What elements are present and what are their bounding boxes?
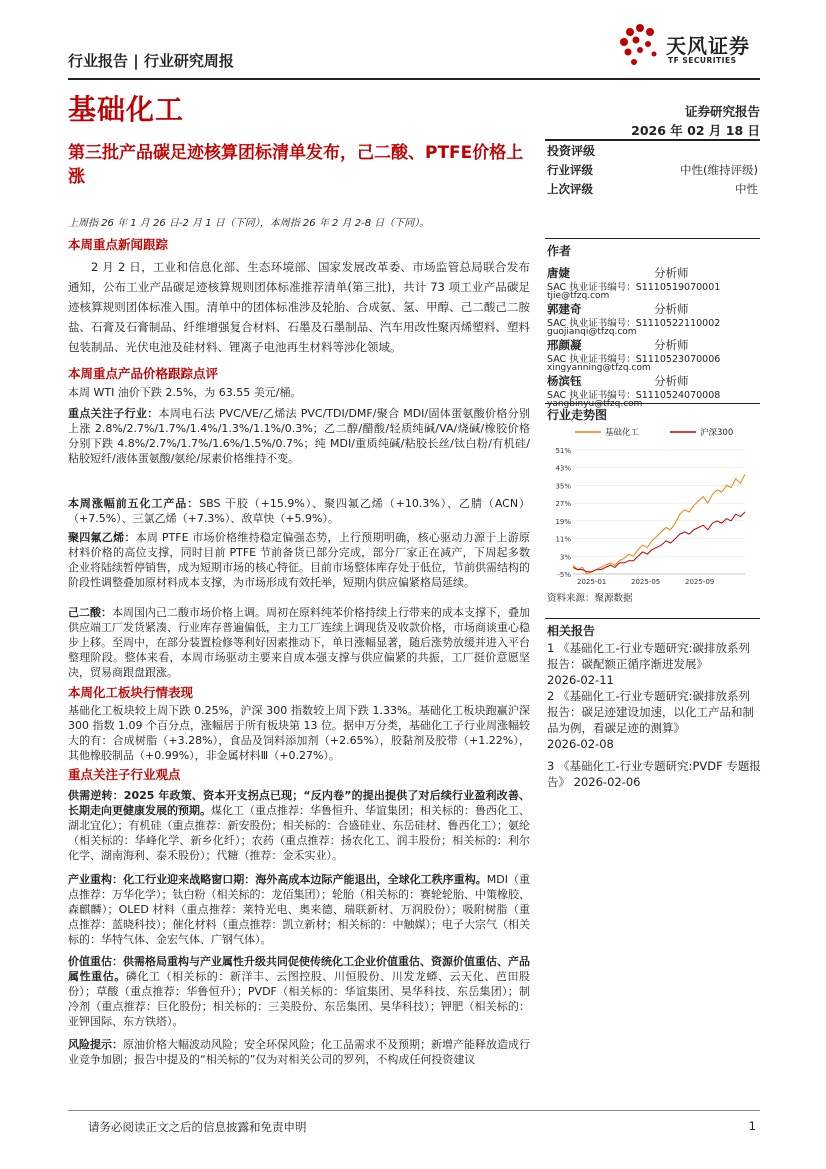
y-tick-label: 43%: [555, 464, 571, 473]
trend-chart: [545, 424, 760, 589]
rating-industry-value: 中性(维持评级): [680, 163, 758, 177]
view-supply-paragraph: [68, 788, 530, 863]
y-tick-label: -5%: [557, 571, 571, 579]
y-tick-label: 27%: [555, 500, 571, 509]
top5-label: 本周涨幅前五化工产品：: [68, 497, 200, 510]
y-tick-label: 3%: [559, 553, 571, 562]
rating-title: 投资评级: [547, 144, 596, 158]
author-cert: SAC 执业证书编号：S1110523070006: [547, 354, 721, 365]
related-report-date: 2026-02-08: [547, 737, 614, 751]
logo-text-cn: 天风证券: [666, 34, 750, 58]
related-title: 相关报告: [547, 624, 596, 638]
related-report-1[interactable]: [547, 640, 761, 688]
top5-text: SBS 干胶（+15.9%）、聚四氟乙烯（+10.3%）、乙腈（ACN）（+7.5%）、三氯乙烯（+7.3%）、敌草快（+5.9%）。: [68, 497, 530, 525]
industry-title: 基础化工: [68, 93, 185, 126]
author-cert: SAC 执业证书编号：S1110522110002: [547, 318, 721, 329]
author-role: 分析师: [654, 302, 689, 316]
author-role: 分析师: [654, 266, 689, 280]
ptfe-label: 聚四氟乙烯：: [68, 531, 136, 544]
footer-divider: [68, 1110, 760, 1111]
market-paragraph: 基础化工板块较上周下跌 0.25%，沪深 300 指数较上周下跌 1.33%。基础化工板块跑赢沪深 300 指数 1.09 个百分点，涨幅居于所有板块第 13 位。据申万分类，基础化工子行业周涨幅较大的有：合成树脂（+3.28%），食品及饲料添加剂（+2.65%），胶黏剂及胶带（+1.22%），其他橡胶制品（+0.99%），非金属材料Ⅲ（+0.27%）。: [68, 704, 530, 762]
author-name: 郭建奇: [547, 302, 582, 316]
authors-divider: [545, 238, 760, 239]
author-email[interactable]: tjie@tfzq.com: [547, 291, 610, 301]
risk-paragraph: [68, 1037, 530, 1067]
section-prices: 本周重点产品价格跟踪点评: [68, 366, 219, 381]
related-report-text[interactable]: 1 《基础化工-行业专题研究:碳排放系列报告：碳配额正循序渐进发展》: [547, 641, 750, 671]
section-views: 重点关注子行业观点: [68, 767, 181, 782]
rating-prev-value: 中性: [735, 182, 758, 196]
view-restructure-paragraph: [68, 872, 530, 947]
author-role: 分析师: [654, 374, 689, 388]
risk-label: 风险提示：: [68, 1038, 123, 1051]
author-name: 杨滨钰: [547, 374, 582, 388]
period-note: 上周指 26 年 1 月 26 日-2 月 1 日（下同），本周指 26 年 2 月 2-8 日（下同）。: [68, 218, 430, 229]
view-supply-label: 供需逆转：2025 年政策、资本开支拐点已现；“反内卷”的提出提供了对后续行业盈利改善、长期走向更健康发展的预期。: [68, 789, 530, 817]
report-date: 2026 年 02 月 18 日: [631, 123, 760, 138]
author-name: 唐婕: [547, 266, 570, 280]
author-email[interactable]: guojianqi@tfzq.com: [547, 327, 637, 337]
sidebar-divider: [545, 139, 760, 141]
author-email[interactable]: yangbinyu@tfzq.com: [547, 399, 643, 409]
rating-industry-label: 行业评级: [547, 163, 593, 177]
wti-paragraph: 本周 WTI 油价下跌 2.5%，为 63.55 美元/桶。: [68, 386, 302, 399]
view-revalue-label: 价值重估：供需格局重构与产业属性升级共同促使传统化工企业价值重估、资源价值重估、产品属性重估。: [68, 955, 530, 983]
report-kind: 证券研究报告: [684, 104, 760, 119]
related-report-3[interactable]: [547, 758, 761, 790]
adipic-label: 己二酸：: [68, 606, 112, 619]
x-tick-label: 2025-01: [577, 578, 607, 586]
y-tick-label: 11%: [555, 535, 571, 544]
focus-text: 本周电石法 PVC/VE/乙烯法 PVC/TDI/DMF/聚合 MDI/固体蛋氨酸价格分别上涨 2.8%/2.7%/1.7%/1.4%/1.3%/1.1%/0.3%；乙二醇/醋酸/轻质纯碱/VA/烧碱/橡胶价格分别下跌 4.8%/2.7%/1.7%/1.6%/1.5%/0.7%；纯 MDI/重质纯碱/粘胶长丝/钛白粉/有机硅/粘胶短纤/液体蛋氨酸/氨纶/尿素价格维持不变。: [68, 407, 530, 465]
x-tick-label: 2025-05: [631, 578, 661, 586]
legend-label: 基础化工: [605, 428, 640, 438]
rating-industry-row: [547, 162, 758, 178]
legend-label: 沪深300: [700, 428, 734, 438]
view-restructure-text: MDI（重点推荐：万华化学）；钛白粉（相关标的：龙佰集团）；轮胎（相关标的：赛轮轮胎、中策橡胶、森麒麟）；OLED 材料（重点推荐：莱特光电、奥来德、瑞联新材、万润股份）；吸附树脂（重点推荐：蓝晓科技）；催化材料（重点推荐：凯立新材；相关标的：中触媒）；电子大宗气（相关标的：华特气体、金宏气体、广钢气体）。: [68, 873, 530, 946]
focus-paragraph: [68, 406, 530, 466]
risk-text: 原油价格大幅波动风险；安全环保风险；化工品需求不及预期；新增产能释放造成行业竞争加剧；报告中提及的“相关标的”仅为对相关公司的罗列，不构成任何投资建议: [68, 1038, 530, 1066]
page-number: 1: [748, 1119, 756, 1133]
news-paragraph: 2 月 2 日，工业和信息化部、生态环境部、国家发展改革委、市场监管总局联合发布通知，公布工业产品碳足迹核算规则团体标准推荐清单(第三批)，共计 73 项工业产品碳足迹核算规则团体标准入围。清单中的团体标准涉及轮胎、合成氨、氢、甲醇、己二酸己二胺盐、石膏及石膏制品、纤维增强复合材料、石墨及石墨制品、汽车用改性聚丙烯塑料、塑料包装制品、光伏电池及硅材料、锂离子电池再生材料等涉化领域。: [68, 260, 530, 354]
view-supply-text: 煤化工（重点推荐：华鲁恒升、华谊集团；相关标的：鲁西化工、湖北宜化）；有机硅（重点推荐：新安股份；相关标的：合盛硅业、东岳硅材、鲁西化工）；氨纶（相关标的：华峰化学、新乡化纤）；农药（重点推荐：扬农化工、润丰股份；相关标的：利尔化学、湖南海利、泰禾股份）；代糖（推荐：金禾实业）。: [68, 804, 530, 862]
y-tick-label: 51%: [555, 447, 571, 455]
author-role: 分析师: [654, 338, 689, 352]
related-divider: [545, 618, 760, 619]
report-type: 行业报告 | 行业研究周报: [68, 52, 234, 70]
related-report-date: 2026-02-06: [573, 775, 641, 789]
headline: 第三批产品碳足迹核算团标清单发布，己二酸、PTFE价格上涨: [68, 143, 524, 187]
author-cert: SAC 执业证书编号：S1110524070008: [547, 390, 721, 401]
related-report-2[interactable]: [547, 688, 761, 752]
related-report-text[interactable]: 2 《基础化工-行业专题研究:碳排放系列报告：碳足迹建设加速，以化工产品和制品为例，看碳足迹的测算》: [547, 689, 754, 735]
related-report-date: 2026-02-11: [547, 673, 614, 687]
adipic-text: 本周国内己二酸市场价格上调。周初在原料纯苯价格持续上行带来的成本支撑下，叠加供应端工厂发货紧凑、行业库存普遍偏低，主力工厂连续上调现货及收款价格，市场商谈重心稳步上移。至周中，在部分装置检修等利好因素推动下，单日涨幅显著，随后涨势放缓并进入平台整理阶段。整体来看，本周市场驱动主要来自成本强支撑与供应偏紧的共振，工厂挺价意愿坚决，贸易商跟盘跟涨。: [68, 606, 530, 679]
adipic-paragraph: [68, 605, 530, 680]
view-revalue-paragraph: [68, 954, 530, 1029]
author-cert: SAC 执业证书编号：S1110519070001: [547, 282, 721, 293]
author-email[interactable]: xingyanning@tfzq.com: [547, 363, 651, 373]
ptfe-paragraph: [68, 530, 530, 590]
header-divider: [68, 78, 760, 80]
authors-title: 作者: [547, 244, 572, 258]
rating-prev-label: 上次评级: [547, 182, 593, 196]
y-tick-label: 19%: [555, 517, 571, 526]
top5-paragraph: [68, 496, 530, 526]
view-revalue-text: 磷化工（相关标的：新洋丰、云图控股、川恒股份、川发龙蟒、云天化、芭田股份）；草酸（重点推荐：华鲁恒升）；PVDF（相关标的：华谊集团、昊华科技、东岳集团）；制冷剂（重点推荐：巨化股份；相关标的：三美股份、东岳集团、昊华科技）；钾肥（相关标的：亚钾国际、东方铁塔）。: [68, 970, 531, 1028]
footer-disclaimer: 请务必阅读正文之后的信息披露和免责申明: [88, 1120, 307, 1134]
trend-title: 行业走势图: [547, 408, 608, 422]
section-news: 本周重点新闻跟踪: [68, 237, 169, 252]
related-report-text[interactable]: 3 《基础化工-行业专题研究:PVDF 专题报告》: [547, 759, 761, 789]
y-tick-label: 35%: [555, 482, 571, 491]
focus-label: 重点关注子行业：: [68, 407, 159, 420]
ptfe-text: 本周 PTFE 市场价格维持稳定偏强态势，上行预期明确，核心驱动力源于上游原材料价格的高位支撑，同时目前 PTFE 节前备货已部分完成，部分厂家正在减产，下周起多数企业将陆续暂停销售，成为短期市场的核心特征。目前市场整体库存处于低位，节前供需结构的阶段性调整叠加原材料成本支撑，为市场形成有效托举，短期内供应偏紧格局延续。: [68, 531, 531, 589]
section-market: 本周化工板块行情表现: [68, 685, 194, 700]
rating-prev-row: [547, 181, 758, 197]
logo-text-en: TF SECURITIES: [668, 56, 737, 65]
series-line: [573, 474, 745, 574]
view-restructure-label: 产业重构：化工行业迎来战略窗口期：海外高成本边际产能退出，全球化工秩序重构。: [68, 873, 487, 886]
author-name: 邢颜凝: [547, 338, 582, 352]
x-tick-label: 2025-09: [685, 578, 715, 586]
trend-source: 资料来源：聚源数据: [547, 593, 633, 604]
